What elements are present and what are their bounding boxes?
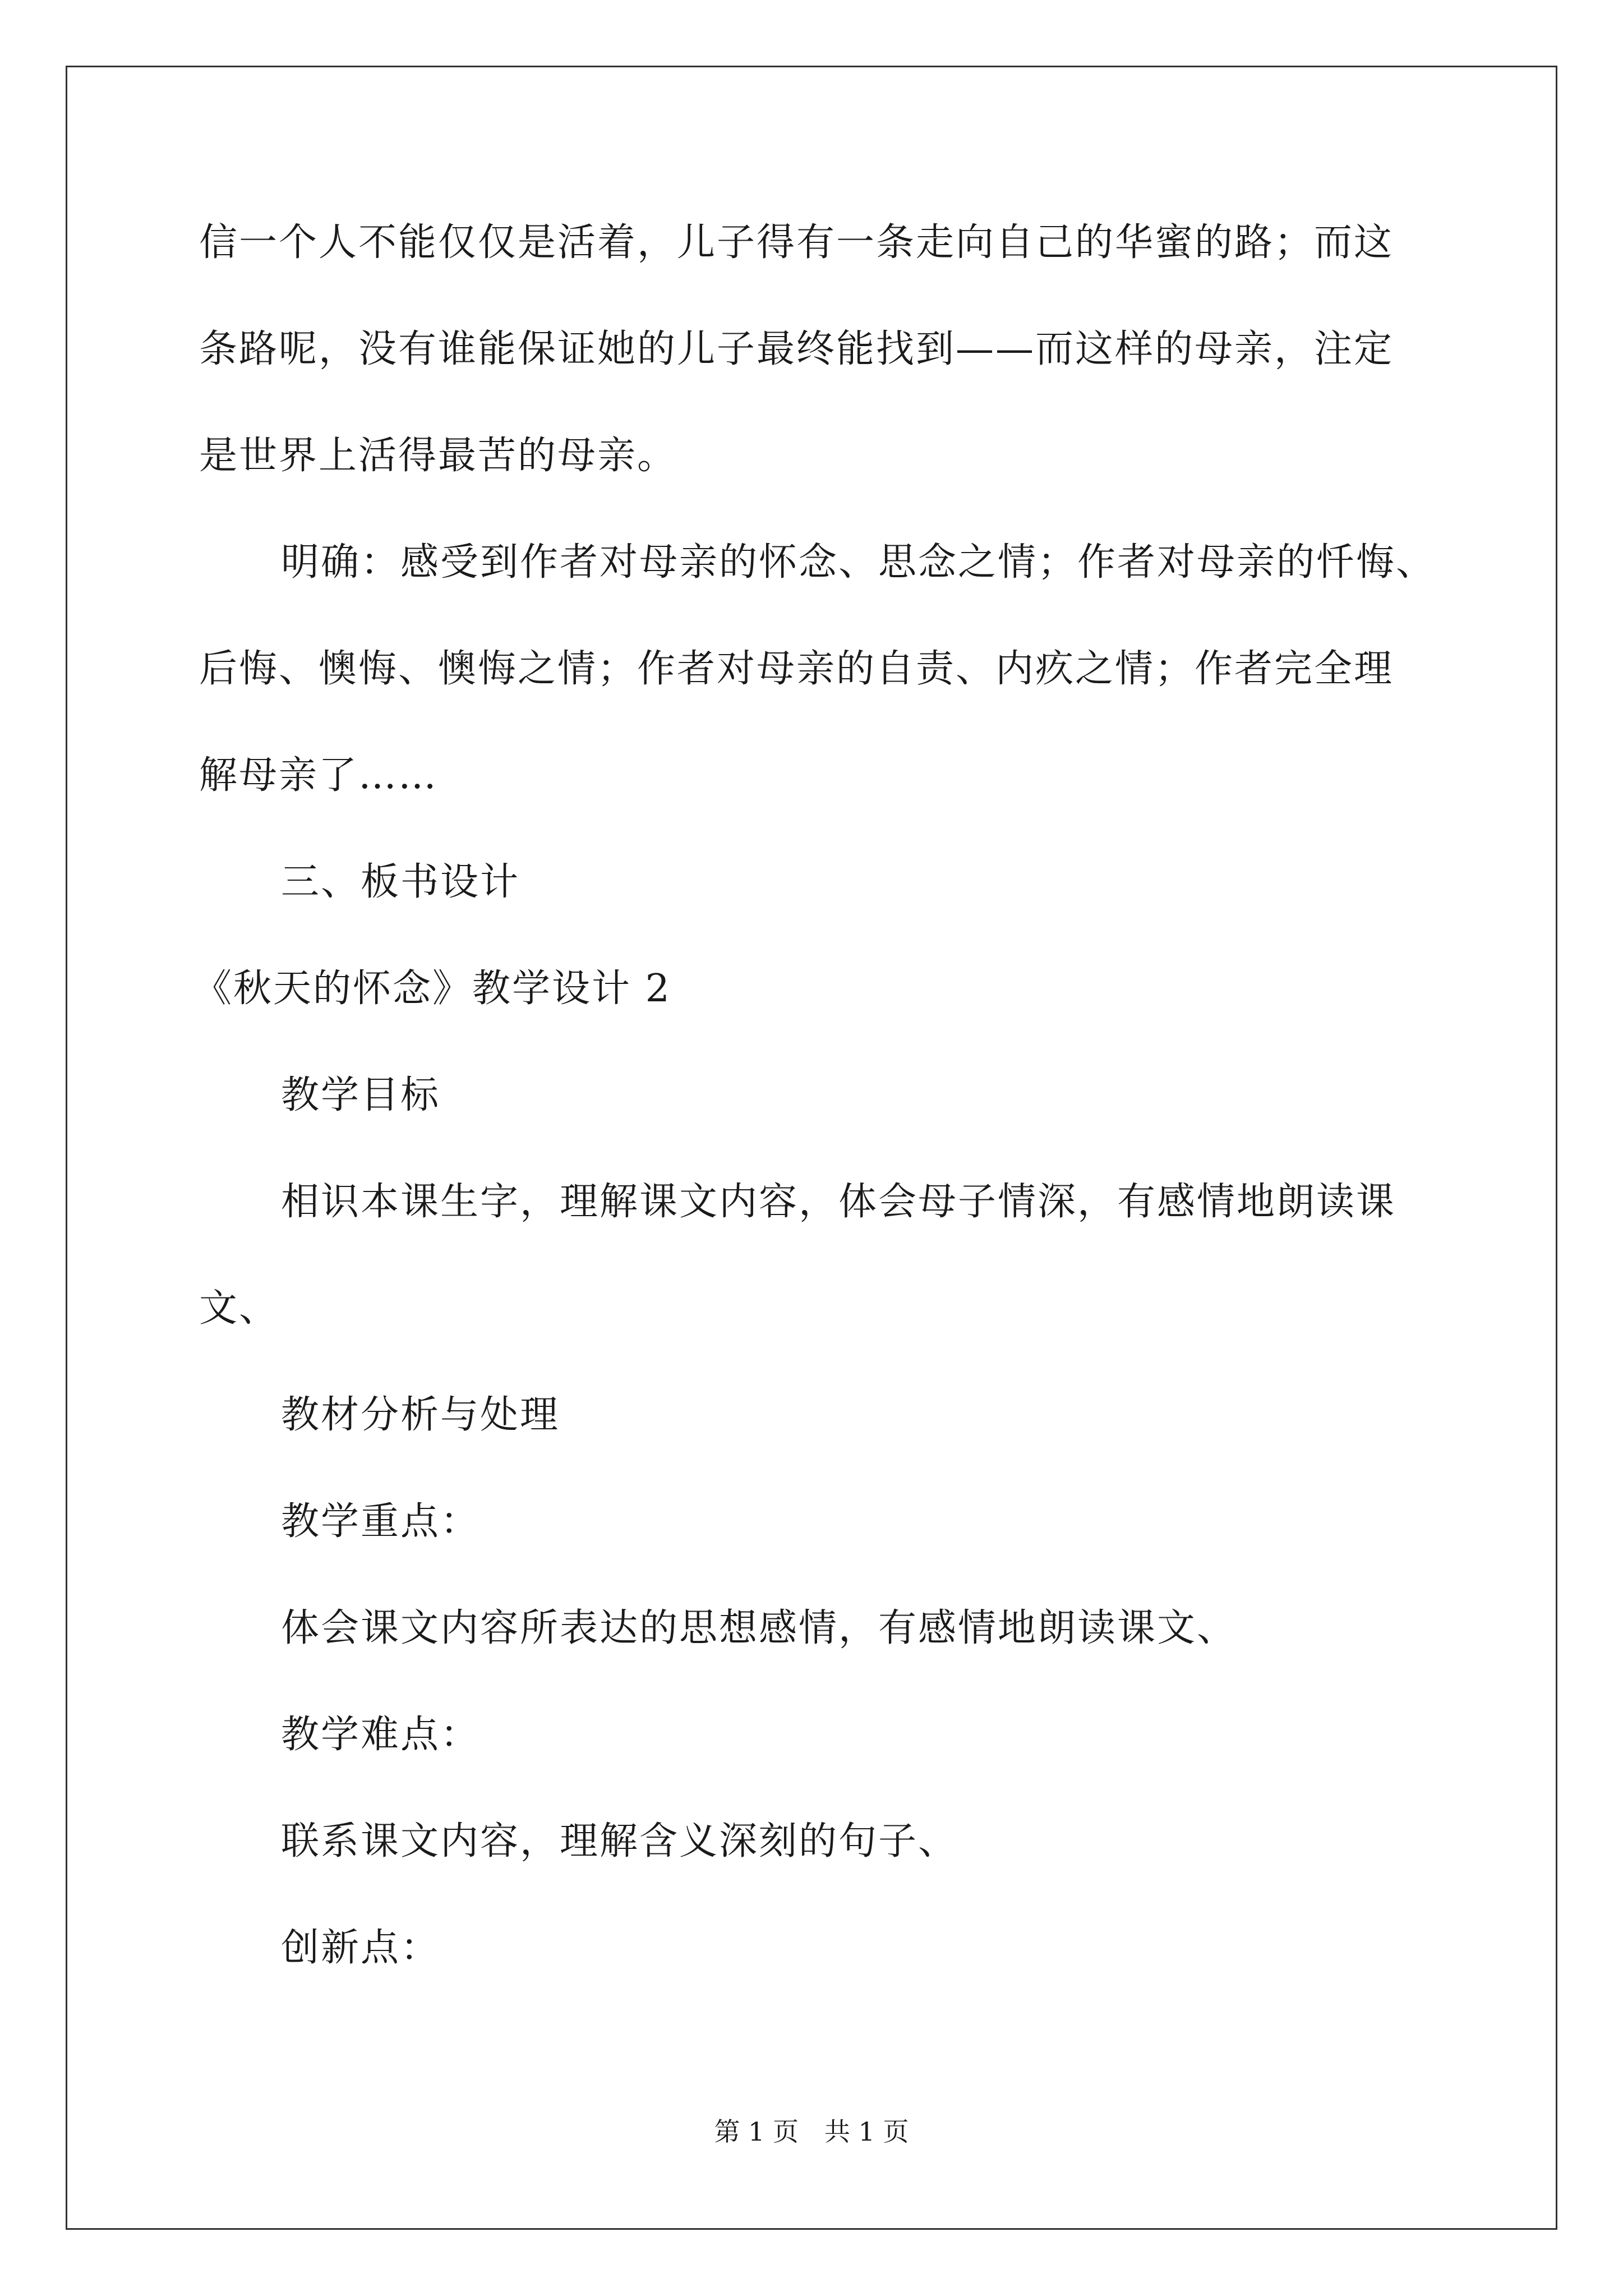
document-title: 《秋天的怀念》教学设计 2 (193, 967, 671, 1011)
section-heading: 教学重点： (281, 1499, 481, 1544)
section-heading: 教学难点： (281, 1713, 481, 1757)
text-line: 后悔、懊悔、懊悔之情；作者对母亲的自责、内疚之情；作者完全理 (199, 647, 1394, 691)
text-line: 相识本课生字，理解课文内容，体会母子情深，有感情地朗读课 (281, 1180, 1396, 1224)
document-body (193, 216, 1461, 2028)
text-line: 是世界上活得最苦的母亲。 (199, 434, 677, 478)
section-heading: 创新点： (281, 1926, 441, 1970)
text-line: 明确：感受到作者对母亲的怀念、思念之情；作者对母亲的忏悔、 (281, 540, 1436, 585)
text-line: 条路呢，没有谁能保证她的儿子最终能找到——而这样的母亲，注定 (199, 327, 1394, 371)
text-line: 信一个人不能仅仅是活着，儿子得有一条走向自己的华蜜的路；而这 (199, 220, 1394, 265)
section-heading: 教学目标 (281, 1073, 441, 1117)
text-line: 体会课文内容所表达的思想感情，有感情地朗读课文、 (281, 1606, 1237, 1650)
section-heading: 三、板书设计 (281, 860, 520, 904)
text-line: 联系课文内容，理解含义深刻的句子、 (281, 1819, 958, 1864)
page-number-footer: 第 1 页 共 1 页 (714, 2116, 909, 2147)
section-heading: 教材分析与处理 (281, 1393, 560, 1437)
text-line: 解母亲了…… (199, 753, 439, 798)
text-line: 文、 (199, 1286, 279, 1331)
